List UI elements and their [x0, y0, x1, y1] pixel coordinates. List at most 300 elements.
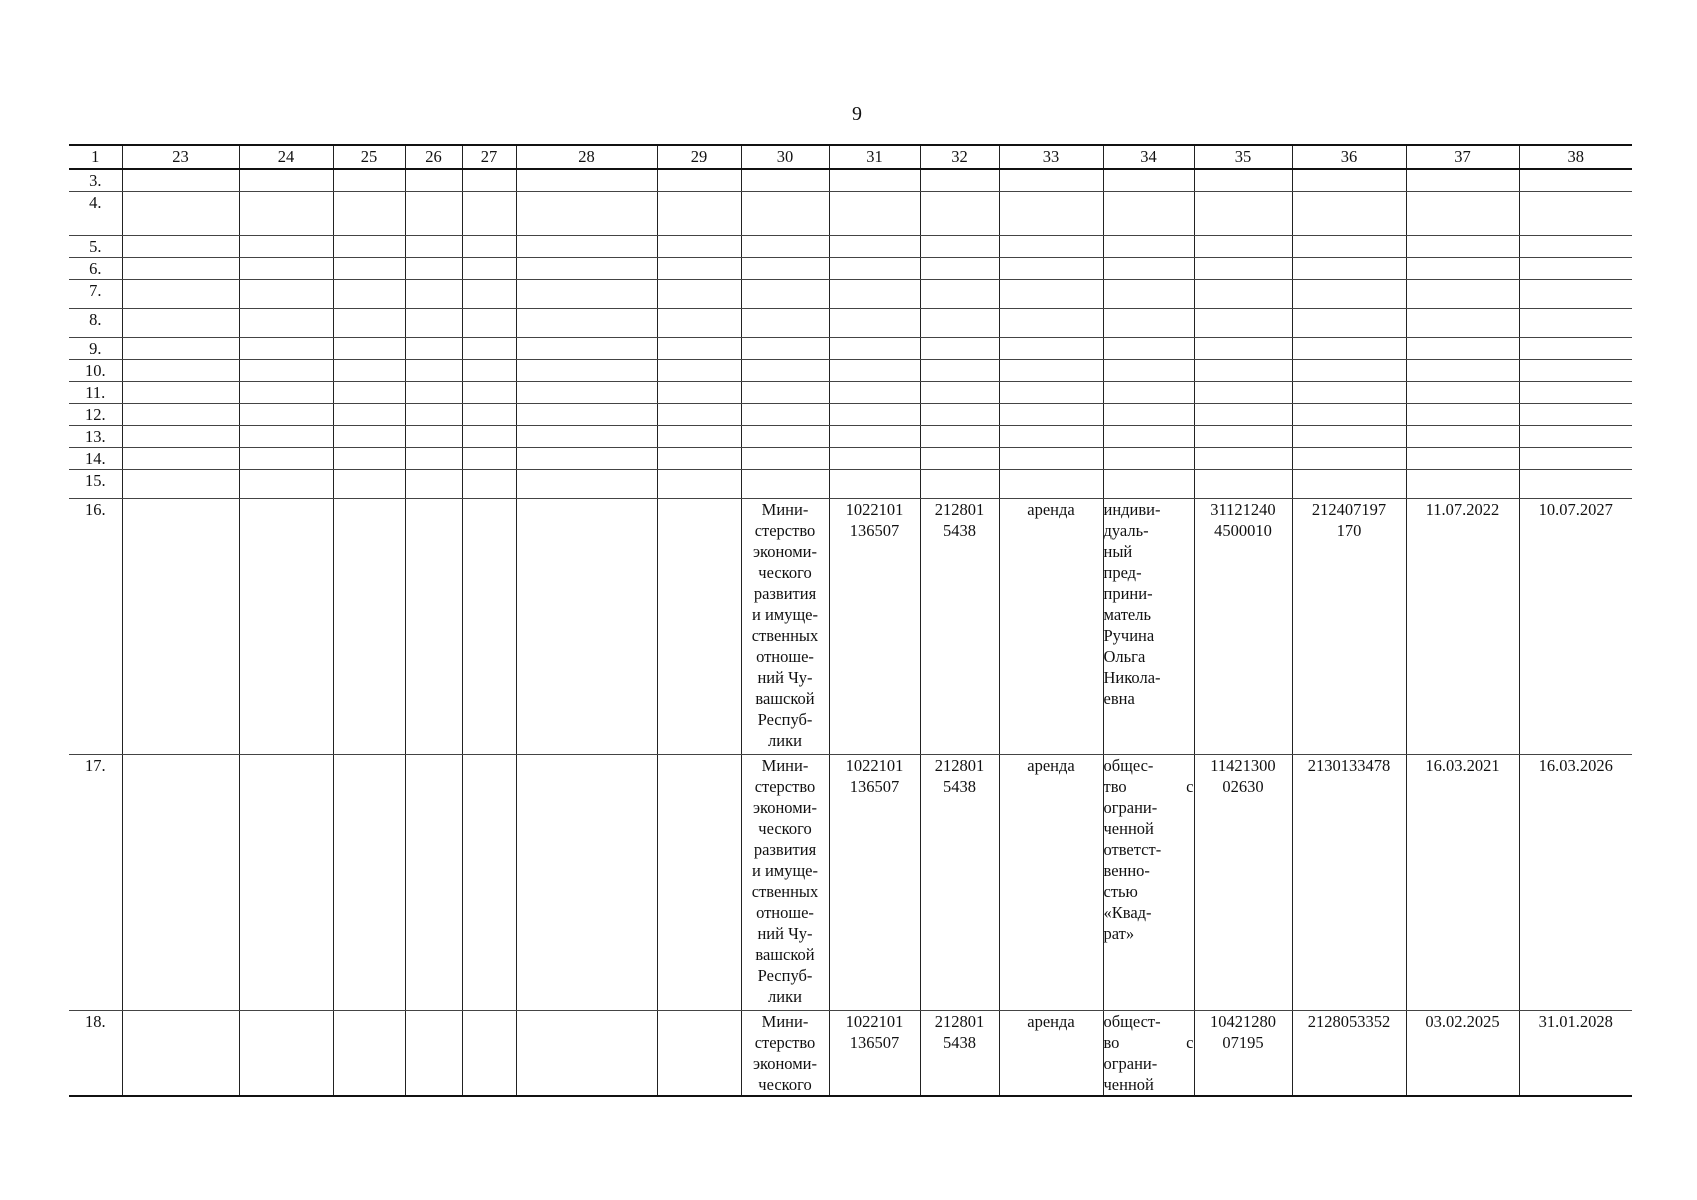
empty-cell	[657, 1011, 741, 1097]
cell-holder	[1103, 258, 1194, 280]
cell-authority: Мини- стерство экономи- ческого развития и имуще- ственных отноше- ний Чу- вашской Респуб- лики	[741, 499, 829, 755]
empty-cell	[657, 470, 741, 499]
empty-cell	[516, 426, 657, 448]
row-number: 13.	[69, 426, 122, 448]
cell-inn	[920, 448, 999, 470]
empty-cell	[333, 755, 405, 1011]
empty-cell	[516, 309, 657, 338]
empty-cell	[462, 404, 516, 426]
row-number: 7.	[69, 280, 122, 309]
cell-end-date	[1519, 192, 1632, 236]
cell-holder-ogrn	[1194, 360, 1292, 382]
cell-holder-ogrn	[1194, 169, 1292, 192]
cell-ogrn	[829, 470, 920, 499]
cell-holder-ogrn	[1194, 280, 1292, 309]
col-header: 35	[1194, 145, 1292, 169]
cell-end-date: 10.07.2027	[1519, 499, 1632, 755]
cell-holder-ogrn: 10421280 07195	[1194, 1011, 1292, 1097]
cell-ogrn	[829, 404, 920, 426]
table-row	[69, 169, 1632, 192]
row-number: 9.	[69, 338, 122, 360]
empty-cell	[657, 169, 741, 192]
cell-inn: 212801 5438	[920, 755, 999, 1011]
empty-cell	[333, 280, 405, 309]
empty-cell	[122, 382, 239, 404]
empty-cell	[657, 404, 741, 426]
empty-cell	[516, 169, 657, 192]
row-number: 16.	[69, 499, 122, 755]
row-number: 14.	[69, 448, 122, 470]
cell-inn	[920, 470, 999, 499]
cell-authority	[741, 192, 829, 236]
cell-authority: Мини- стерство экономи- ческого развития и имуще- ственных отноше- ний Чу- вашской Респуб- лики	[741, 755, 829, 1011]
cell-holder	[1103, 309, 1194, 338]
empty-cell	[516, 236, 657, 258]
cell-authority	[741, 338, 829, 360]
cell-holder-ogrn: 31121240 4500010	[1194, 499, 1292, 755]
row-number: 11.	[69, 382, 122, 404]
empty-cell	[516, 192, 657, 236]
empty-cell	[462, 755, 516, 1011]
cell-end-date	[1519, 404, 1632, 426]
empty-cell	[516, 382, 657, 404]
empty-cell	[462, 169, 516, 192]
empty-cell	[462, 258, 516, 280]
cell-holder-inn	[1292, 426, 1406, 448]
cell-inn	[920, 192, 999, 236]
empty-cell	[657, 448, 741, 470]
cell-end-date	[1519, 258, 1632, 280]
empty-cell	[333, 236, 405, 258]
cell-encumbrance-type	[999, 258, 1103, 280]
cell-encumbrance-type	[999, 470, 1103, 499]
table-row	[69, 448, 1632, 470]
empty-cell	[405, 470, 462, 499]
col-header: 34	[1103, 145, 1194, 169]
cell-inn	[920, 404, 999, 426]
header-row	[69, 145, 1632, 169]
cell-ogrn: 1022101 136507	[829, 499, 920, 755]
cell-holder-inn: 212407197 170	[1292, 499, 1406, 755]
empty-cell	[333, 499, 405, 755]
cell-holder	[1103, 280, 1194, 309]
empty-cell	[239, 382, 333, 404]
empty-cell	[122, 169, 239, 192]
cell-holder-ogrn	[1194, 338, 1292, 360]
cell-encumbrance-type	[999, 360, 1103, 382]
col-header: 28	[516, 145, 657, 169]
cell-start-date	[1406, 360, 1519, 382]
table-row	[69, 338, 1632, 360]
cell-holder-ogrn	[1194, 404, 1292, 426]
empty-cell	[239, 426, 333, 448]
cell-end-date	[1519, 382, 1632, 404]
cell-end-date	[1519, 360, 1632, 382]
cell-holder	[1103, 404, 1194, 426]
empty-cell	[122, 499, 239, 755]
empty-cell	[122, 338, 239, 360]
empty-cell	[657, 309, 741, 338]
empty-cell	[516, 338, 657, 360]
empty-cell	[516, 404, 657, 426]
empty-cell	[239, 236, 333, 258]
empty-cell	[462, 1011, 516, 1097]
empty-cell	[516, 470, 657, 499]
cell-encumbrance-type	[999, 280, 1103, 309]
empty-cell	[516, 499, 657, 755]
cell-holder-ogrn	[1194, 448, 1292, 470]
cell-holder-inn	[1292, 360, 1406, 382]
empty-cell	[657, 280, 741, 309]
cell-holder	[1103, 382, 1194, 404]
cell-end-date	[1519, 448, 1632, 470]
cell-encumbrance-type	[999, 448, 1103, 470]
cell-authority	[741, 382, 829, 404]
cell-holder	[1103, 236, 1194, 258]
empty-cell	[657, 499, 741, 755]
row-number: 18.	[69, 1011, 122, 1097]
cell-encumbrance-type	[999, 404, 1103, 426]
cell-inn	[920, 309, 999, 338]
cell-ogrn	[829, 309, 920, 338]
col-header: 25	[333, 145, 405, 169]
empty-cell	[122, 236, 239, 258]
cell-ogrn: 1022101 136507	[829, 1011, 920, 1097]
cell-holder-inn	[1292, 258, 1406, 280]
cell-start-date	[1406, 309, 1519, 338]
table-row	[69, 309, 1632, 338]
empty-cell	[122, 280, 239, 309]
cell-ogrn: 1022101 136507	[829, 755, 920, 1011]
empty-cell	[405, 404, 462, 426]
empty-cell	[516, 755, 657, 1011]
empty-cell	[405, 236, 462, 258]
col-header: 32	[920, 145, 999, 169]
cell-holder-ogrn	[1194, 426, 1292, 448]
empty-cell	[239, 499, 333, 755]
row-number: 12.	[69, 404, 122, 426]
cell-encumbrance-type	[999, 169, 1103, 192]
empty-cell	[122, 404, 239, 426]
empty-cell	[333, 404, 405, 426]
cell-holder-inn: 2130133478	[1292, 755, 1406, 1011]
empty-cell	[333, 169, 405, 192]
cell-inn	[920, 280, 999, 309]
cell-encumbrance-type: аренда	[999, 755, 1103, 1011]
col-header: 27	[462, 145, 516, 169]
col-header: 26	[405, 145, 462, 169]
empty-cell	[405, 309, 462, 338]
cell-encumbrance-type	[999, 192, 1103, 236]
cell-authority	[741, 404, 829, 426]
cell-encumbrance-type	[999, 309, 1103, 338]
table-row	[69, 426, 1632, 448]
cell-holder-ogrn	[1194, 470, 1292, 499]
cell-encumbrance-type: аренда	[999, 499, 1103, 755]
cell-inn	[920, 258, 999, 280]
empty-cell	[405, 169, 462, 192]
cell-inn: 212801 5438	[920, 499, 999, 755]
table-row	[69, 755, 1632, 1011]
empty-cell	[122, 470, 239, 499]
cell-holder-inn	[1292, 236, 1406, 258]
cell-authority	[741, 426, 829, 448]
table-row	[69, 382, 1632, 404]
row-number: 15.	[69, 470, 122, 499]
empty-cell	[405, 448, 462, 470]
cell-authority	[741, 448, 829, 470]
empty-cell	[462, 382, 516, 404]
cell-inn	[920, 169, 999, 192]
empty-cell	[657, 192, 741, 236]
empty-cell	[122, 755, 239, 1011]
col-header: 30	[741, 145, 829, 169]
cell-inn	[920, 338, 999, 360]
empty-cell	[462, 499, 516, 755]
cell-holder	[1103, 448, 1194, 470]
col-header: 1	[69, 145, 122, 169]
empty-cell	[333, 1011, 405, 1097]
empty-cell	[516, 1011, 657, 1097]
empty-cell	[657, 382, 741, 404]
cell-holder: общест- во с ограни- ченной	[1103, 1012, 1194, 1094]
cell-ogrn	[829, 448, 920, 470]
col-header: 38	[1519, 145, 1632, 169]
empty-cell	[462, 236, 516, 258]
cell-holder-ogrn	[1194, 309, 1292, 338]
cell-holder-inn	[1292, 338, 1406, 360]
cell-holder-ogrn	[1194, 258, 1292, 280]
cell-end-date	[1519, 426, 1632, 448]
register-table	[69, 144, 1632, 1097]
empty-cell	[122, 1011, 239, 1097]
cell-authority: Мини- стерство экономи- ческого	[741, 1011, 829, 1097]
cell-encumbrance-type	[999, 338, 1103, 360]
empty-cell	[122, 309, 239, 338]
cell-ogrn	[829, 360, 920, 382]
table-row	[69, 236, 1632, 258]
empty-cell	[122, 360, 239, 382]
table-row	[69, 280, 1632, 309]
empty-cell	[516, 360, 657, 382]
empty-cell	[405, 360, 462, 382]
cell-holder-inn	[1292, 470, 1406, 499]
cell-encumbrance-type	[999, 236, 1103, 258]
empty-cell	[122, 258, 239, 280]
cell-start-date	[1406, 338, 1519, 360]
cell-end-date	[1519, 309, 1632, 338]
cell-start-date	[1406, 236, 1519, 258]
empty-cell	[657, 258, 741, 280]
page-number: 9	[852, 103, 862, 125]
empty-cell	[657, 236, 741, 258]
col-header: 23	[122, 145, 239, 169]
cell-inn	[920, 360, 999, 382]
empty-cell	[657, 426, 741, 448]
empty-cell	[516, 258, 657, 280]
cell-start-date	[1406, 426, 1519, 448]
empty-cell	[516, 280, 657, 309]
cell-authority	[741, 236, 829, 258]
empty-cell	[333, 426, 405, 448]
cell-authority	[741, 258, 829, 280]
empty-cell	[333, 360, 405, 382]
cell-holder-inn	[1292, 169, 1406, 192]
cell-inn	[920, 382, 999, 404]
cell-start-date	[1406, 448, 1519, 470]
empty-cell	[405, 1011, 462, 1097]
empty-cell	[462, 338, 516, 360]
cell-start-date	[1406, 404, 1519, 426]
cell-holder-inn	[1292, 404, 1406, 426]
cell-encumbrance-type	[999, 426, 1103, 448]
cell-holder-inn	[1292, 280, 1406, 309]
cell-holder-inn	[1292, 309, 1406, 338]
cell-ogrn	[829, 280, 920, 309]
empty-cell	[462, 448, 516, 470]
cell-start-date	[1406, 280, 1519, 309]
empty-cell	[239, 404, 333, 426]
cell-holder-ogrn	[1194, 382, 1292, 404]
cell-holder	[1103, 169, 1194, 192]
empty-cell	[462, 280, 516, 309]
cell-authority	[741, 470, 829, 499]
cell-end-date: 31.01.2028	[1519, 1011, 1632, 1097]
row-number: 4.	[69, 192, 122, 236]
cell-end-date	[1519, 169, 1632, 192]
empty-cell	[122, 426, 239, 448]
cell-holder-inn	[1292, 192, 1406, 236]
empty-cell	[405, 499, 462, 755]
table-row	[69, 258, 1632, 280]
table-row	[69, 470, 1632, 499]
empty-cell	[405, 280, 462, 309]
cell-holder: индиви- дуаль- ный пред- прини- матель Ручина Ольга Никола- евна	[1103, 499, 1194, 755]
empty-cell	[239, 755, 333, 1011]
cell-start-date: 03.02.2025	[1406, 1011, 1519, 1097]
empty-cell	[657, 338, 741, 360]
empty-cell	[333, 338, 405, 360]
cell-holder-ogrn	[1194, 192, 1292, 236]
empty-cell	[462, 192, 516, 236]
row-number: 17.	[69, 755, 122, 1011]
cell-ogrn	[829, 382, 920, 404]
cell-start-date	[1406, 470, 1519, 499]
empty-cell	[239, 338, 333, 360]
row-number: 3.	[69, 169, 122, 192]
col-header: 31	[829, 145, 920, 169]
empty-cell	[239, 169, 333, 192]
col-header: 33	[999, 145, 1103, 169]
empty-cell	[122, 448, 239, 470]
cell-holder-inn	[1292, 382, 1406, 404]
cell-ogrn	[829, 169, 920, 192]
cell-holder	[1103, 192, 1194, 236]
cell-holder-ogrn: 11421300 02630	[1194, 755, 1292, 1011]
cell-inn	[920, 236, 999, 258]
cell-inn	[920, 426, 999, 448]
cell-authority	[741, 169, 829, 192]
cell-ogrn	[829, 236, 920, 258]
empty-cell	[239, 258, 333, 280]
empty-cell	[239, 309, 333, 338]
empty-cell	[333, 192, 405, 236]
cell-start-date	[1406, 382, 1519, 404]
table-row	[69, 404, 1632, 426]
empty-cell	[462, 426, 516, 448]
cell-start-date: 11.07.2022	[1406, 499, 1519, 755]
row-number: 8.	[69, 309, 122, 338]
empty-cell	[333, 470, 405, 499]
empty-cell	[462, 309, 516, 338]
cell-ogrn	[829, 426, 920, 448]
empty-cell	[333, 448, 405, 470]
empty-cell	[239, 470, 333, 499]
cell-ogrn	[829, 192, 920, 236]
empty-cell	[239, 1011, 333, 1097]
empty-cell	[516, 448, 657, 470]
cell-holder	[1103, 470, 1194, 499]
cell-holder	[1103, 338, 1194, 360]
empty-cell	[405, 258, 462, 280]
empty-cell	[405, 426, 462, 448]
cell-authority	[741, 360, 829, 382]
empty-cell	[405, 338, 462, 360]
col-header: 24	[239, 145, 333, 169]
cell-holder: общес- тво с ограни- ченной ответст- венно- стью «Квад- рат»	[1103, 755, 1194, 1011]
empty-cell	[657, 755, 741, 1011]
row-number: 10.	[69, 360, 122, 382]
cell-inn: 212801 5438	[920, 1011, 999, 1097]
table-row	[69, 499, 1632, 755]
col-header: 36	[1292, 145, 1406, 169]
empty-cell	[333, 309, 405, 338]
cell-end-date	[1519, 280, 1632, 309]
cell-encumbrance-type: аренда	[999, 1011, 1103, 1097]
empty-cell	[239, 280, 333, 309]
cell-end-date: 16.03.2026	[1519, 755, 1632, 1011]
cell-holder-ogrn	[1194, 236, 1292, 258]
empty-cell	[405, 755, 462, 1011]
empty-cell	[122, 192, 239, 236]
cell-end-date	[1519, 338, 1632, 360]
col-header: 37	[1406, 145, 1519, 169]
row-number: 5.	[69, 236, 122, 258]
table-row	[69, 1011, 1632, 1097]
table-row	[69, 192, 1632, 236]
table-row	[69, 360, 1632, 382]
row-number: 6.	[69, 258, 122, 280]
cell-authority	[741, 309, 829, 338]
cell-start-date	[1406, 169, 1519, 192]
cell-holder-inn	[1292, 448, 1406, 470]
empty-cell	[333, 258, 405, 280]
cell-holder-inn: 2128053352	[1292, 1011, 1406, 1097]
cell-end-date	[1519, 470, 1632, 499]
cell-authority	[741, 280, 829, 309]
cell-holder	[1103, 426, 1194, 448]
empty-cell	[462, 470, 516, 499]
cell-start-date	[1406, 192, 1519, 236]
empty-cell	[657, 360, 741, 382]
cell-encumbrance-type	[999, 382, 1103, 404]
empty-cell	[462, 360, 516, 382]
cell-start-date: 16.03.2021	[1406, 755, 1519, 1011]
cell-holder	[1103, 360, 1194, 382]
cell-ogrn	[829, 258, 920, 280]
cell-start-date	[1406, 258, 1519, 280]
empty-cell	[239, 192, 333, 236]
